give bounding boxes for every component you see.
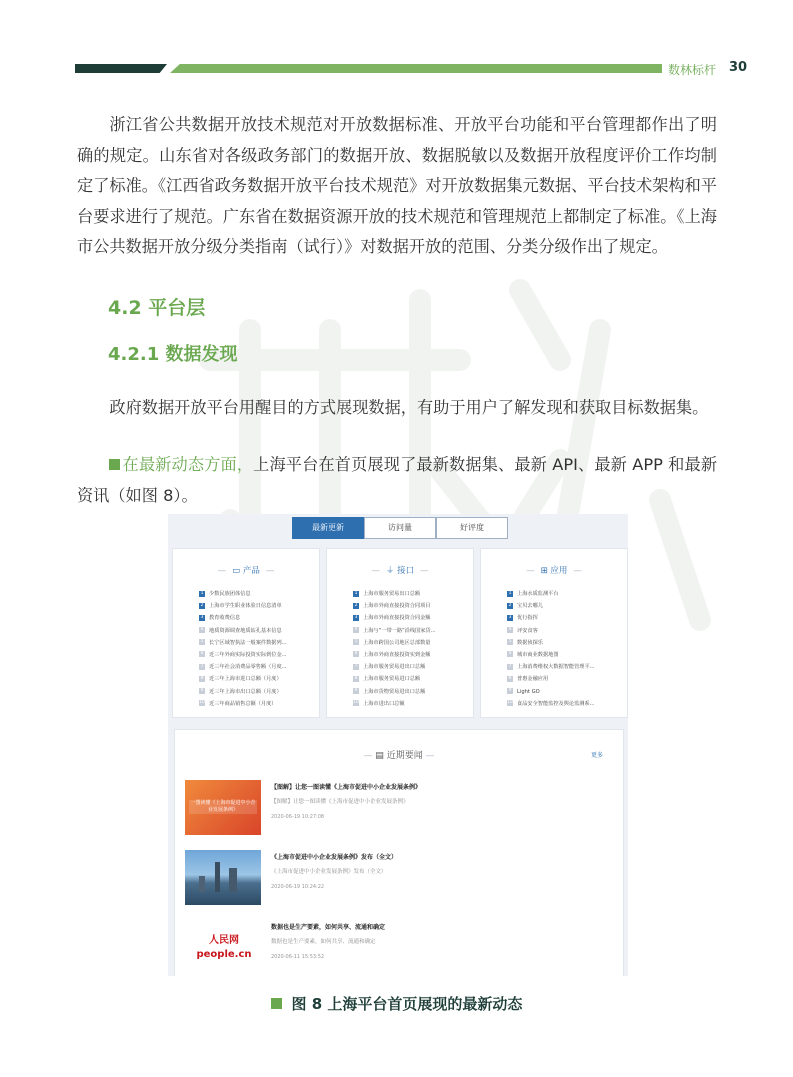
panel-list-item[interactable] [199,675,319,687]
panel-list-item[interactable] [353,688,473,700]
interfaces-list [353,590,473,712]
panel-list-item-label: 上海市服务贸易出口总额 [363,591,421,597]
rank-badge: 8 [200,675,204,681]
panel-list-item-label: 优行指挥 [517,615,538,622]
tab-rating[interactable]: 好评度 [436,517,508,539]
panel-list-item-label: 上海水质监测平台 [517,591,559,597]
panel-list-item-label: 上海市外商直接投资合同金额 [363,615,431,622]
panel-list-item-label: 上海与“一带一路”沿线国家货... [363,627,436,634]
highlight-phrase: 在最新动态方面， [122,455,254,474]
panel-list-item-label: 宝贝去哪儿 [517,603,543,610]
rank-badge: 10 [199,700,205,706]
panel-list-item-label: 近三年外商实际投资实际到位金... [209,651,287,658]
rank-badge: 1 [200,590,204,596]
news-thumbnail-orange: 一图读懂《上海市促进中小企业发展条例》 [185,780,261,835]
body-paragraph-3 [77,450,717,511]
rank-badge: 5 [200,639,204,645]
panel-products [172,548,320,718]
panel-list-item-label: 上海市服务贸易进出口总额 [363,664,426,671]
rank-badge: 3 [508,614,512,620]
panel-interfaces-title: — ⏚ 接口 — [371,566,429,576]
people-cn-logo: 人民网 people.cn [185,920,261,975]
panel-list-item[interactable] [199,651,319,663]
panel-list-item[interactable] [199,602,319,614]
news-summary: 《上海市促进中小企业发展条例》发布（全文） [271,869,387,875]
panel-list-item-label: 评安食客 [517,627,538,634]
panel-list-item[interactable] [353,675,473,687]
rank-badge: 9 [354,688,358,693]
news-title[interactable]: 数据也是生产要素，如何共享、流通和确定 [271,924,386,931]
panel-list-item-label: 上海市外商直接投资实到金额 [363,651,431,658]
panel-list-item-label: 近三年上海市进口总额（月度） [209,676,282,683]
panel-list-item[interactable] [507,627,627,639]
tab-visits[interactable]: 访问量 [364,517,436,539]
page-number: 30 [729,60,748,75]
screenshot-tabs [292,517,508,539]
rank-badge: 6 [508,651,512,657]
figure-8-screenshot [168,514,628,976]
news-item[interactable] [185,920,605,976]
panel-list-item-label: 食品安全智能监控及舆论监测系... [517,700,595,707]
header-bar-green [170,64,662,73]
panel-list-item-label: 近三年社会消费品零售额（月度... [209,664,287,671]
rank-badge: 10 [507,700,513,706]
panel-list-item-label: 近三年上海市出口总额（月度） [209,688,282,695]
panel-interfaces [326,548,474,718]
panel-list-item[interactable] [353,700,473,712]
products-list [199,590,319,712]
panel-list-item[interactable] [353,614,473,626]
rank-badge: 2 [354,602,358,608]
panel-products-title: — ▭ 产品 — [217,566,275,576]
grid-icon: ⊞ [540,566,551,576]
news-thumbnail-city [185,850,261,905]
rank-badge: 10 [353,700,359,706]
panel-list-item[interactable] [507,651,627,663]
panel-list-item[interactable] [507,663,627,675]
panel-list-item-label: 上海市货物贸易进出口总额 [363,688,426,695]
green-square-bullet [271,998,282,1009]
panel-list-item[interactable] [353,627,473,639]
news-panel [174,729,624,976]
panel-apps [480,548,628,718]
panel-list-item[interactable] [507,614,627,626]
panel-list-item-label: 上海市进出口总额 [363,700,405,707]
apps-list [507,590,627,712]
panel-list-item[interactable] [199,663,319,675]
panel-list-item-label: 城市商业数据地图 [517,651,559,658]
panel-list-item[interactable] [199,590,319,602]
panel-list-item-label: Light GO [517,688,540,695]
news-date: 2020-06-19 10:27:08 [271,814,325,820]
news-date: 2020-06-19 10:24:22 [271,884,325,890]
news-icon: ▤ [375,751,384,761]
panel-list-item-label: 上海市学生职业体验日信息清单 [209,603,282,610]
rank-badge: 9 [508,688,512,693]
panel-list-item[interactable] [353,663,473,675]
panel-list-item[interactable] [199,688,319,700]
rank-badge: 7 [354,663,358,669]
rank-badge: 7 [200,663,204,669]
tab-latest[interactable]: 最新更新 [292,517,364,539]
news-title[interactable]: 《上海市促进中小企业发展条例》发布（全文） [271,854,398,861]
rank-badge: 2 [200,602,204,608]
body-paragraph-1: 浙江省公共数据开放技术规范对开放数据标准、开放平台功能和平台管理都作出了明确的规定。山东省对各级政务部门的数据开放、数据脱敏以及数据开放程度评价工作均制定了标准。《江西省政务数据开放平台技术规范》对开放数据集元数据、平台技术架构和平台要求进行了规范。广东省在数据资源开放的技术规范和管理规范上都制定了标准。《上海市公共数据开放分级分类指南（试行）》对数据开放的范围、分类分级作出了规定。 [77,115,717,256]
green-square-bullet [109,459,120,470]
section-heading-4-2: 4.2 平台层 [108,297,206,319]
panel-apps-title: — ⊞ 应用 — [526,566,582,576]
news-item[interactable] [185,850,605,910]
panel-list-item[interactable] [199,627,319,639]
panel-list-item-label: 长宁区域智执法一般案件数据列... [209,639,287,646]
rank-badge: 5 [354,639,358,645]
rank-badge: 2 [508,602,512,608]
panel-list-item[interactable] [199,639,319,651]
rank-badge: 4 [200,627,204,633]
rank-badge: 3 [200,614,204,620]
rank-badge: 4 [508,627,512,633]
rank-badge: 6 [200,651,204,657]
news-title[interactable]: 【图解】让您一图读懂《上海市促进中小企业发展条例》 [271,784,422,791]
panel-list-item[interactable] [353,590,473,602]
panel-list-item[interactable] [507,590,627,602]
panel-list-item-label: 少数民族团体信息 [209,591,251,597]
panel-list-item-label: 普惠金融应用 [517,676,549,683]
news-date: 2020-06-11 15:53:52 [271,954,325,960]
panel-list-item-label: 近三年商品销售总额（月度） [209,700,277,707]
panel-list-item-label: 上海市服务贸易进口总额 [363,676,421,683]
plug-icon: ⏚ [385,566,398,576]
panel-list-item[interactable] [507,688,627,700]
panel-list-item[interactable] [199,614,319,626]
subsection-heading-4-2-1: 4.2.1 数据发现 [108,344,238,365]
news-summary: 数据也是生产要素，如何共享、流通和确定 [271,939,376,945]
rank-badge: 3 [354,614,358,620]
paragraph-3-text: 上海平台在首页展现了最新数据集、最新 API、最新 APP 和最新资讯（如图 8）。 [77,455,718,505]
panel-list-item[interactable] [353,651,473,663]
panel-list-item[interactable] [199,700,319,712]
panel-list-item[interactable] [507,602,627,614]
panel-list-item-label: 教育收费信息 [209,615,241,622]
rank-badge: 1 [354,590,358,596]
header-bar-dark [75,64,167,73]
rank-badge: 9 [200,688,204,693]
panel-list-item[interactable] [507,639,627,651]
figure-caption: 图 8 上海平台首页展现的最新动态 [0,993,793,1014]
panel-list-item-label: 数据侦探乐 [517,639,543,646]
rank-badge: 8 [508,675,512,681]
body-paragraph-2: 政府数据开放平台用醒目的方式展现数据，有助于用户了解发现和获取目标数据集。 [109,398,709,417]
panel-list-item[interactable] [507,700,627,712]
rank-badge: 6 [354,651,358,657]
panel-list-item[interactable] [507,675,627,687]
calendar-icon: ▭ [232,566,243,576]
rank-badge: 8 [354,675,358,681]
rank-badge: 4 [354,627,358,633]
rank-badge: 7 [508,663,512,669]
panel-list-item[interactable] [353,602,473,614]
rank-badge: 5 [508,639,512,645]
panel-list-item-label: 上海消费维权大数据智能管理平... [517,664,595,671]
panel-list-item-label: 上海市跨国公司地区总部数量 [363,639,431,646]
panel-list-item-label: 地质资源调查地质钻孔基本信息 [209,627,282,634]
more-link[interactable]: 更多 [590,752,603,759]
section-title: 数林标杆 [668,63,717,77]
panel-list-item[interactable] [353,639,473,651]
panel-list-item-label: 上海市外商直接投资合同项目 [363,603,431,610]
rank-badge: 1 [508,590,512,596]
news-summary: 【图解】让您一图读懂《上海市促进中小企业发展条例》 [271,799,409,805]
news-item[interactable] [185,780,605,840]
news-panel-title: — ▤ 近期要闻 — [363,751,435,761]
